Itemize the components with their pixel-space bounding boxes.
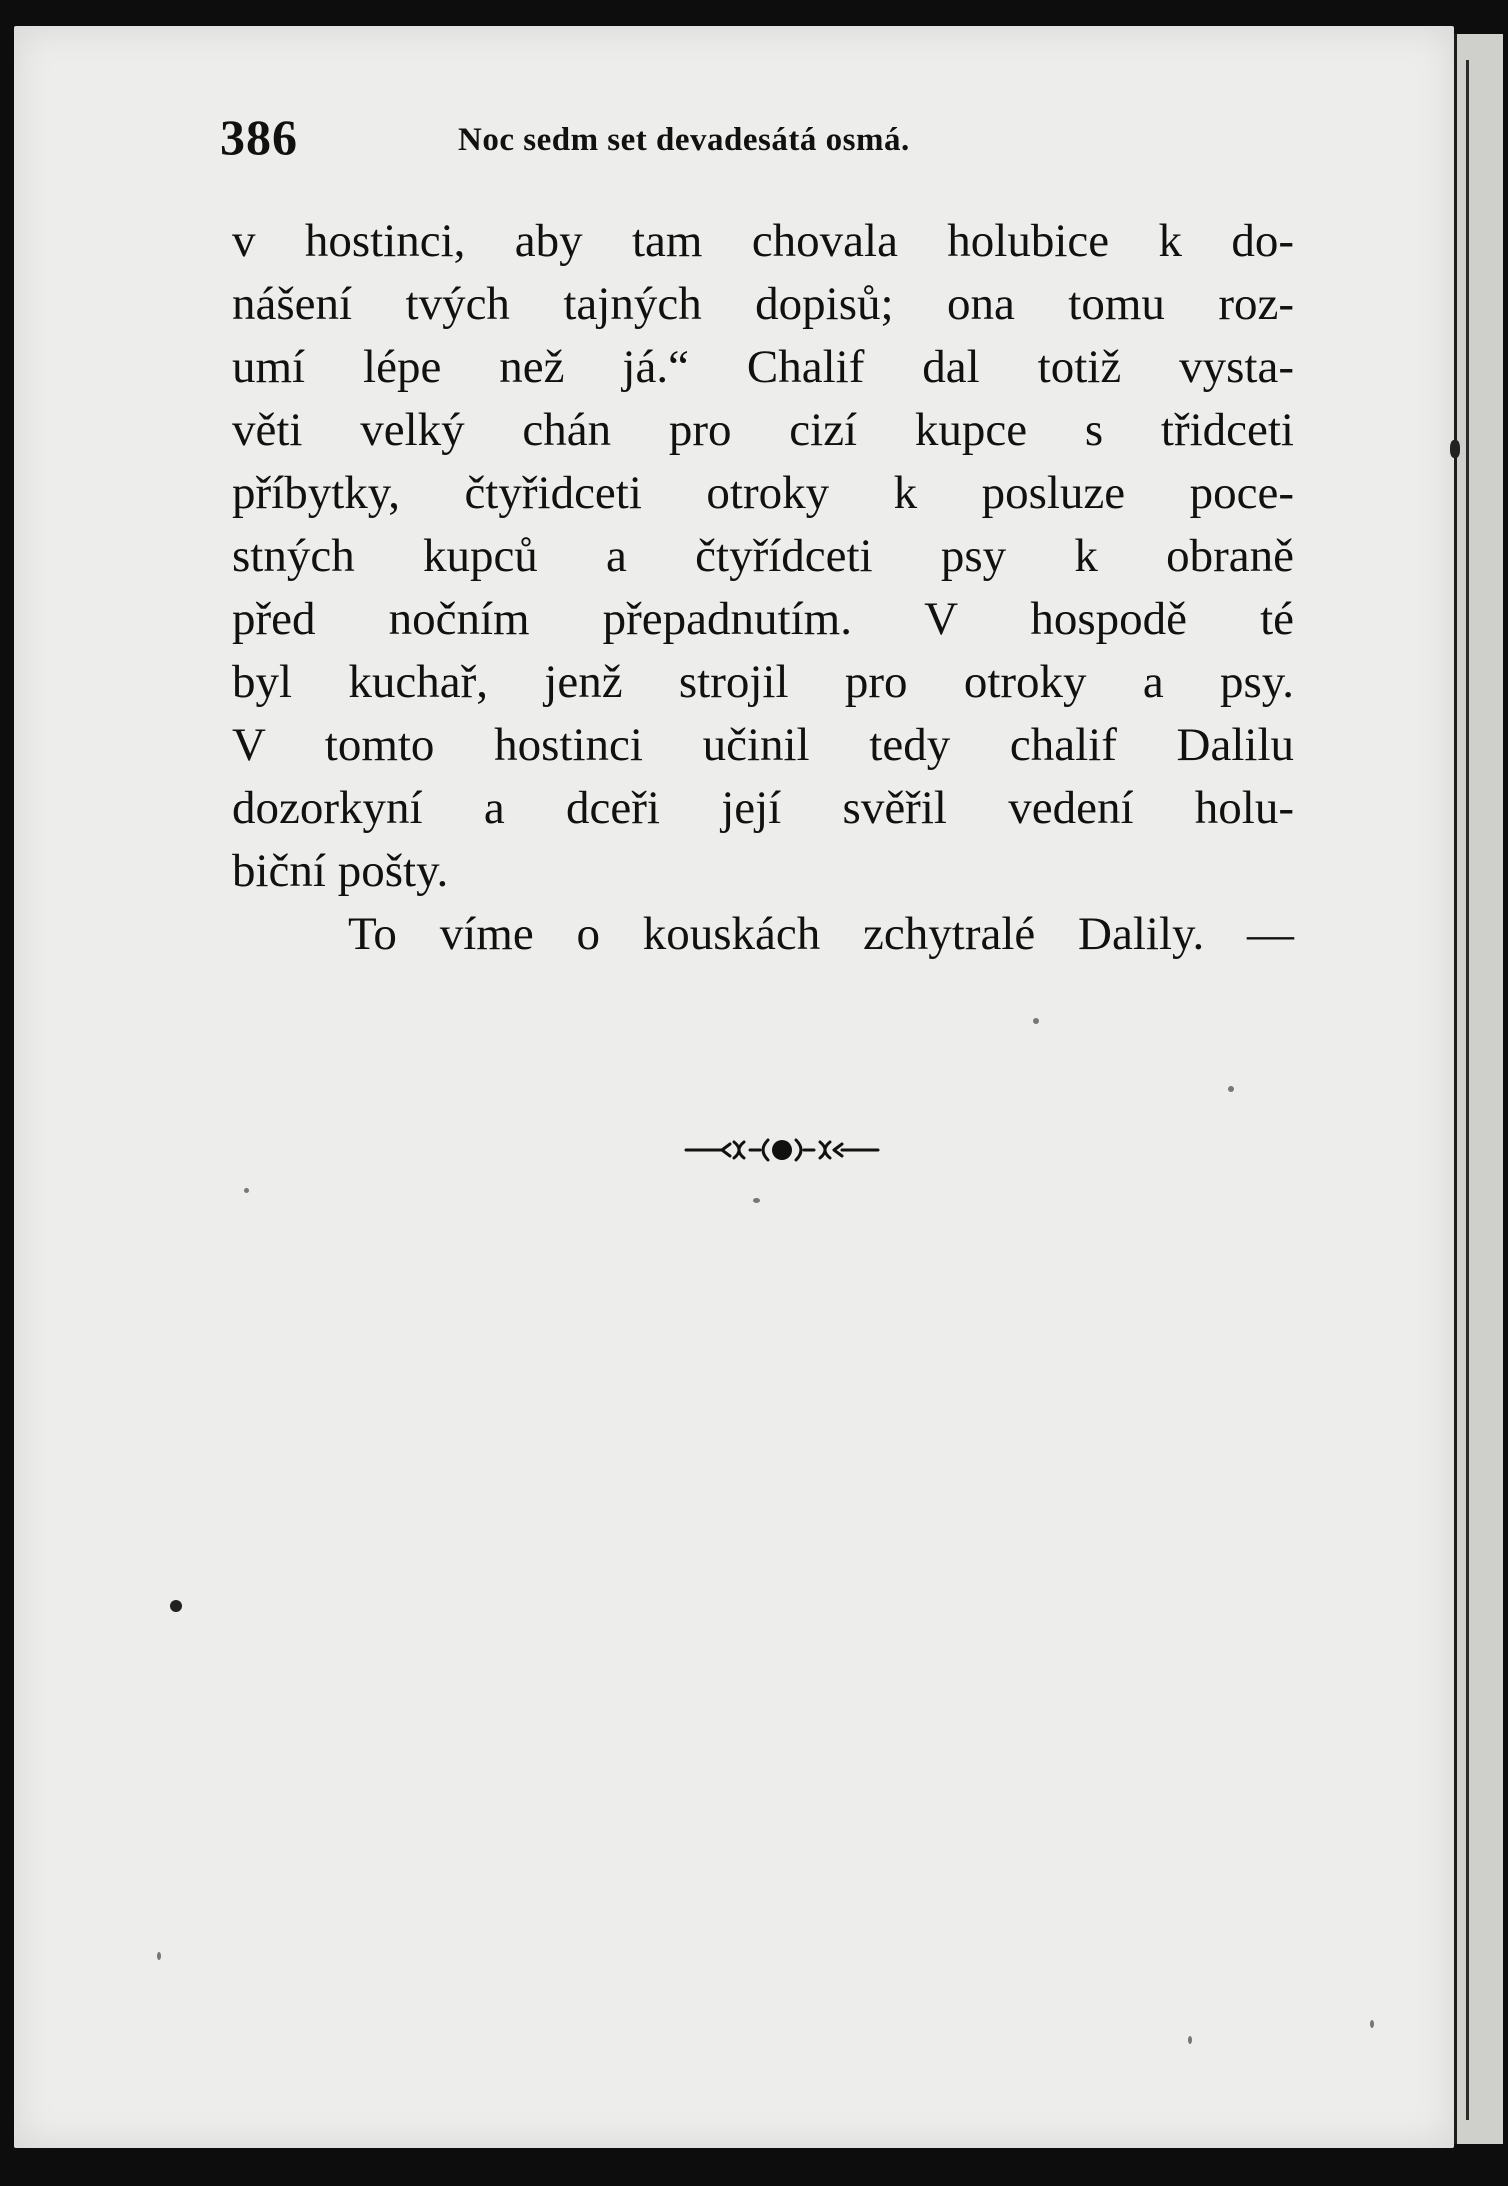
body-text	[232, 210, 1294, 966]
page-fold-line	[1466, 60, 1469, 2120]
paper-speck	[753, 1198, 760, 1203]
text-line: před nočním přepadnutím. V hospodě té	[232, 593, 1294, 645]
text-line: stných kupců a čtyřídceti psy k obraně	[232, 530, 1294, 582]
paper-speck	[244, 1188, 249, 1193]
paper-speck	[1188, 2036, 1192, 2044]
adjacent-page-edge	[1454, 34, 1503, 2144]
decorative-flourish-icon	[682, 1130, 882, 1170]
paper-speck	[1033, 1018, 1039, 1024]
text-line: byl kuchař, jenž strojil pro otroky a psy.	[232, 656, 1294, 708]
paper-speck	[1228, 1086, 1234, 1092]
text-line: věti velký chán pro cizí kupce s třidceti	[232, 404, 1294, 456]
running-title: Noc sedm set devadesátá osmá.	[458, 122, 910, 158]
text-line: příbytky, čtyřidceti otroky k posluze poce-	[232, 467, 1294, 519]
text-line: V tomto hostinci učinil tedy chalif Dalilu	[232, 719, 1294, 771]
text-line: umí lépe než já.“ Chalif dal totiž vysta-	[232, 341, 1294, 393]
closing-line: To víme o kouskách zchytralé Dalily. —	[348, 908, 1294, 960]
text-line: biční pošty.	[232, 845, 449, 897]
paper-speck	[1370, 2020, 1374, 2028]
text-line: dozorkyní a dceři její svěřil vedení holu-	[232, 782, 1294, 834]
text-line: nášení tvých tajných dopisů; ona tomu roz-	[232, 278, 1294, 330]
paper-speck	[170, 1600, 182, 1612]
paper-speck	[157, 1952, 161, 1960]
text-line: v hostinci, aby tam chovala holubice k do-	[232, 215, 1294, 267]
page-number: 386	[220, 109, 298, 165]
page-header	[220, 108, 1320, 168]
paper-speck	[1450, 440, 1460, 458]
